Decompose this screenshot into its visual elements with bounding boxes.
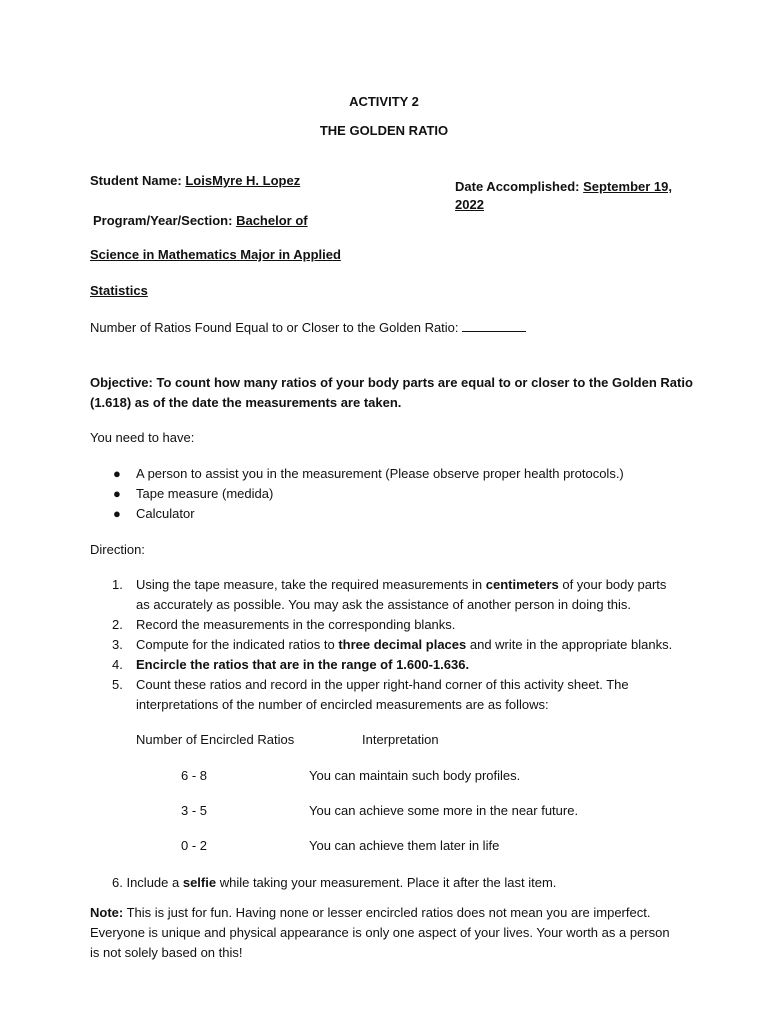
direction-steps — [90, 575, 680, 715]
step-number: 1. — [112, 577, 123, 592]
step-text: and write in the appropriate blanks. — [466, 637, 673, 652]
activity-number: ACTIVITY 2 — [349, 94, 419, 109]
step-number: 2. — [112, 617, 123, 632]
step-text: Record the measurements in the corresponding blanks. — [136, 617, 456, 632]
step-number: 5. — [112, 677, 123, 692]
ratios-found-blank — [462, 318, 526, 332]
direction-step — [90, 575, 680, 615]
note-text: This is just for fun. Having none or lesser encircled ratios does not mean you are imperfect. Everyone is unique and physical appearance is only one aspect of your lives. Your worth as a person is not solely based on this! — [90, 905, 670, 960]
student-name-value: LoisMyre H. Lopez — [185, 173, 301, 188]
interpretation-range: 3 - 5 — [181, 803, 208, 818]
list-item-text: Calculator — [136, 506, 195, 521]
date-value-year: 2022 — [455, 197, 484, 212]
step-number: 6. — [112, 875, 123, 890]
direction-heading: Direction: — [90, 542, 145, 557]
step-text: of your body parts as accurately as possible. You may ask the assistance of another person in doing this. — [136, 577, 667, 612]
step-emphasis: three decimal places — [338, 637, 467, 652]
objective-line2: (1.618) as of the date the measurements are taken. — [90, 395, 402, 410]
bullet-icon: ● — [113, 486, 121, 501]
program-label: Program/Year/Section: — [93, 213, 233, 228]
step-emphasis: selfie — [182, 875, 217, 890]
step-text: while taking your measurement. Place it after the last item. — [216, 875, 557, 890]
note-paragraph — [90, 903, 680, 963]
interpretation-text: You can achieve some more in the near future. — [309, 803, 579, 818]
step-text: Compute for the indicated ratios to — [136, 637, 339, 652]
need-heading: You need to have: — [90, 430, 195, 445]
bullet-icon: ● — [113, 506, 121, 521]
list-item — [90, 484, 624, 504]
page-title: THE GOLDEN RATIO — [319, 123, 449, 138]
step-number: 3. — [112, 637, 123, 652]
program-section — [93, 211, 308, 231]
interpretation-range: 6 - 8 — [181, 768, 208, 783]
step-text: Include a — [126, 875, 183, 890]
ratios-found-label: Number of Ratios Found Equal to or Closer to the Golden Ratio: — [90, 320, 459, 335]
bullet-icon: ● — [113, 466, 121, 481]
student-name — [90, 171, 300, 191]
direction-step — [90, 655, 680, 675]
note-label: Note: — [90, 905, 124, 920]
list-item — [90, 464, 624, 484]
interpretation-header-text: Interpretation — [362, 732, 439, 747]
step-emphasis: Encircle the ratios that are in the range of 1.600-1.636. — [136, 657, 470, 672]
interpretation-range: 0 - 2 — [181, 838, 208, 853]
student-name-label: Student Name: — [90, 173, 182, 188]
ratios-found — [90, 318, 526, 338]
program-value-line3: Statistics — [90, 283, 148, 298]
step-text: Count these ratios and record in the upper right-hand corner of this activity sheet. The interpretations of the number of encircled measurements are as follows: — [136, 677, 629, 712]
list-item — [90, 504, 624, 524]
materials-list — [90, 464, 624, 524]
direction-step — [90, 635, 680, 655]
date-value: September 19, — [583, 179, 672, 194]
step-number: 4. — [112, 657, 123, 672]
list-item-text: A person to assist you in the measurement (Please observe proper health protocols.) — [136, 466, 624, 481]
direction-step — [90, 675, 680, 715]
direction-step — [90, 615, 680, 635]
interpretation-header-count: Number of Encircled Ratios — [136, 732, 295, 747]
step-emphasis: centimeters — [485, 577, 559, 592]
direction-step-6 — [112, 873, 556, 893]
list-item-text: Tape measure (medida) — [136, 486, 274, 501]
objective-line1: Objective: To count how many ratios of your body parts are equal to or closer to the Golden Ratio — [90, 375, 693, 390]
interpretation-text: You can maintain such body profiles. — [309, 768, 521, 783]
step-text: Using the tape measure, take the required measurements in — [136, 577, 486, 592]
program-value-line2: Science in Mathematics Major in Applied — [90, 247, 341, 262]
interpretation-text: You can achieve them later in life — [309, 838, 500, 853]
program-value: Bachelor of — [236, 213, 308, 228]
date-label: Date Accomplished: — [455, 179, 580, 194]
date-accomplished — [455, 177, 672, 197]
